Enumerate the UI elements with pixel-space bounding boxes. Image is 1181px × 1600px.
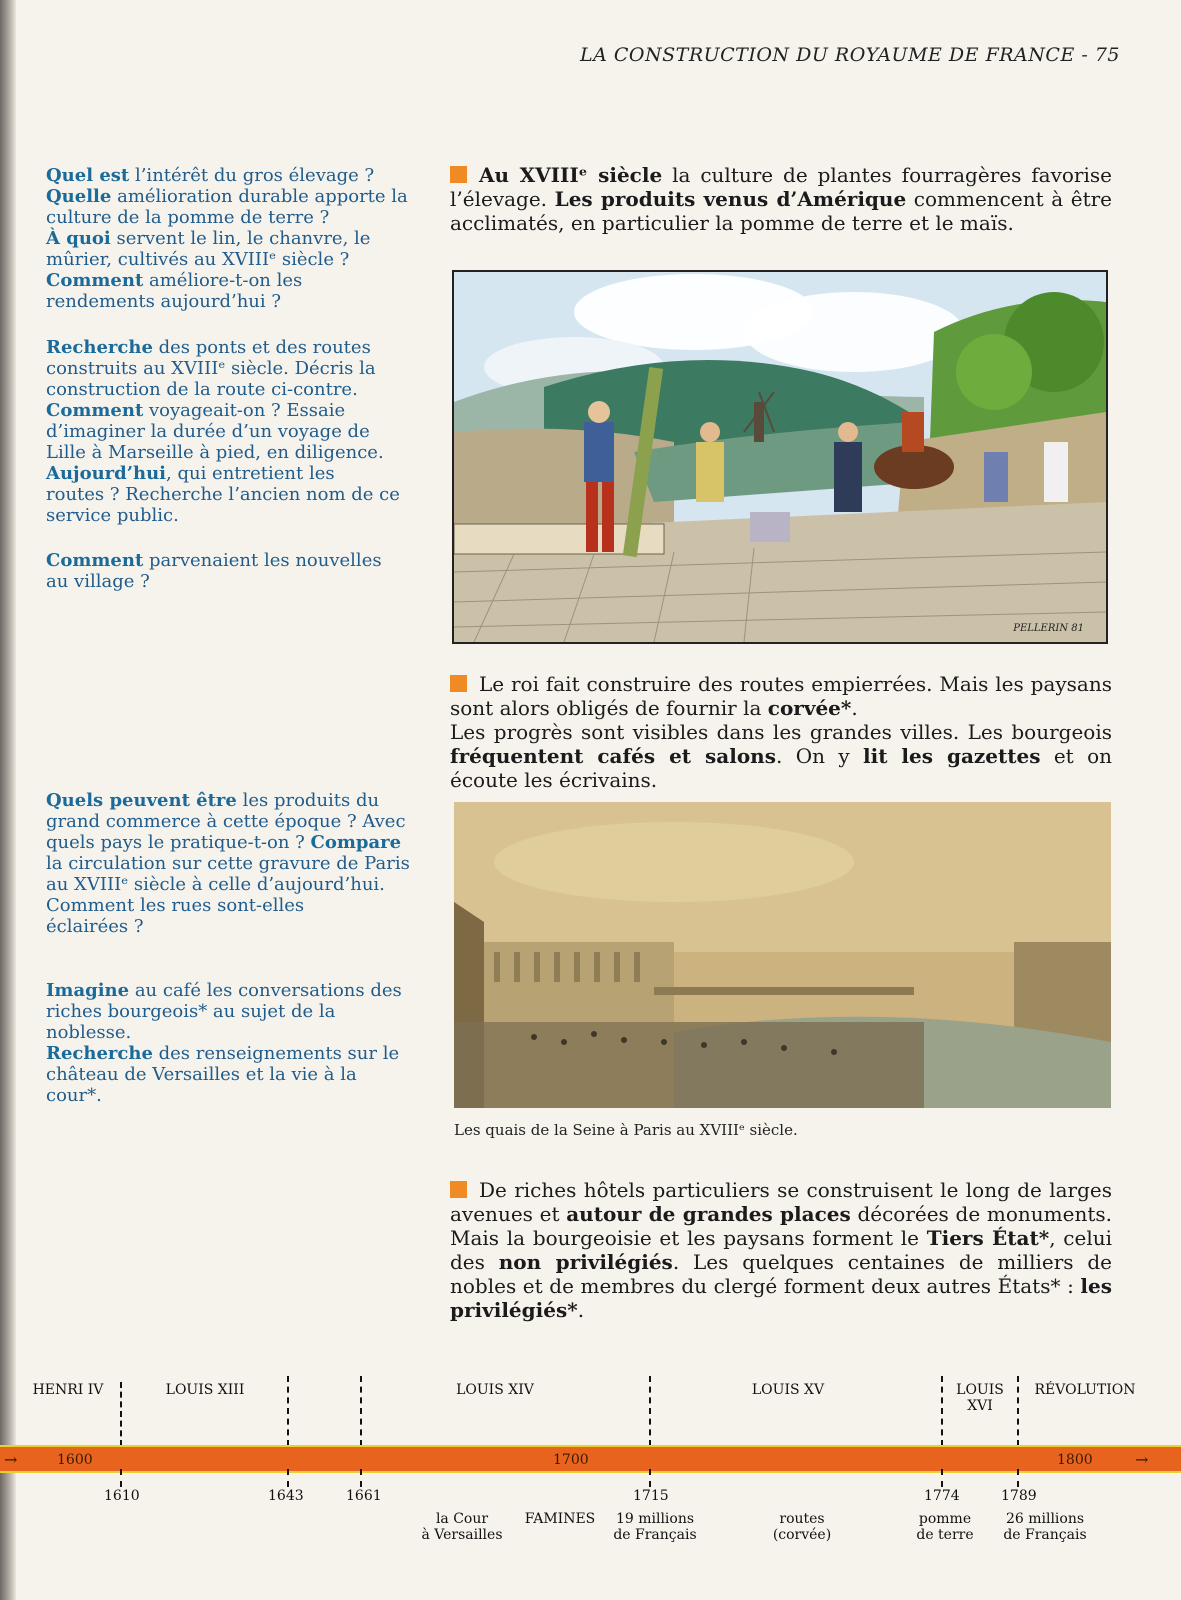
question-line: éclairées ?	[46, 916, 144, 937]
bold-text: lit les gazettes	[863, 744, 1041, 768]
timeline-arrow-right-icon: →	[1135, 1450, 1149, 1469]
bold-text: non privilégiés	[498, 1250, 673, 1274]
question-line: château de Versailles et la vie à la	[46, 1064, 357, 1085]
timeline-divider	[287, 1376, 289, 1446]
page-gutter-shadow	[0, 0, 16, 1600]
history-timeline	[0, 1370, 1181, 1570]
bold-text: Les produits venus d’Amérique	[554, 187, 907, 211]
road-construction-illustration	[452, 270, 1108, 644]
bold-text: Tiers État*	[926, 1226, 1050, 1250]
questions-block-5	[46, 980, 426, 1106]
timeline-reign: LOUIS XIV	[456, 1382, 534, 1398]
timeline-year: 1661	[346, 1488, 382, 1504]
road-construction-drawing	[454, 272, 1106, 642]
painting-caption: Les quais de la Seine à Paris au XVIIIᵉ siècle.	[454, 1121, 798, 1139]
bold-text: Recherche	[46, 337, 153, 358]
question-line: Imagine au café les conversations des	[46, 980, 402, 1001]
question-line: construits au XVIIIᵉ siècle. Décris la	[46, 358, 376, 379]
questions-block-1	[46, 165, 426, 312]
timeline-tick	[287, 1469, 289, 1487]
timeline-reign: HENRI IV	[32, 1382, 104, 1398]
timeline-year: 1610	[104, 1488, 140, 1504]
timeline-divider	[1017, 1376, 1019, 1446]
questions-block-3	[46, 550, 426, 592]
illustration-signature: PELLERIN 81	[1013, 623, 1084, 634]
questions-block-2	[46, 337, 426, 526]
timeline-tick	[1017, 1469, 1019, 1487]
orange-square-bullet-icon	[450, 675, 467, 692]
timeline-century-mark: 1600	[57, 1452, 93, 1468]
question-line: quels pays le pratique-t-on ? Compare	[46, 832, 402, 853]
timeline-tick	[360, 1469, 362, 1487]
bold-text: Recherche	[46, 1043, 153, 1064]
timeline-tick	[649, 1469, 651, 1487]
question-line: culture de la pomme de terre ?	[46, 207, 330, 228]
questions-block-4	[46, 790, 426, 937]
timeline-century-mark: 1700	[553, 1452, 589, 1468]
bold-text: autour de grandes places	[566, 1202, 851, 1226]
question-line: cour*.	[46, 1085, 102, 1106]
timeline-reign: LOUIS XVI	[956, 1382, 1004, 1414]
bold-text: Compare	[310, 832, 402, 853]
timeline-year: 1643	[268, 1488, 304, 1504]
bold-text: fréquentent cafés et salons	[450, 744, 776, 768]
question-line: routes ? Recherche l’ancien nom de ce	[46, 484, 400, 505]
orange-square-bullet-icon	[450, 166, 467, 183]
timeline-arrow-left-icon: →	[4, 1450, 18, 1469]
question-line: Comment les rues sont-elles	[46, 895, 305, 916]
timeline-divider	[941, 1376, 943, 1446]
bold-text: Au XVIIIᵉ siècle	[479, 163, 663, 187]
question-line: construction de la route ci-contre.	[46, 379, 358, 400]
seine-quays-drawing	[454, 802, 1111, 1108]
seine-quays-painting	[454, 802, 1111, 1108]
bold-text: Quel est	[46, 165, 130, 186]
question-line: Aujourd’hui, qui entretient les	[46, 463, 335, 484]
timeline-year: 1774	[924, 1488, 960, 1504]
page-header: LA CONSTRUCTION DU ROYAUME DE FRANCE - 75	[580, 44, 1120, 66]
paragraph-roads-and-cities: Le roi fait construire des routes empierrées. Mais les paysans sont alors obligés de fournir la corvée*. Les progrès sont visibles dans les grandes villes. Les bourgeois fréquentent cafés et salons. On y lit les gazettes et on écoute les écrivains.	[450, 672, 1112, 792]
question-line: Quel est l’intérêt du gros élevage ?	[46, 165, 375, 186]
question-line: Quels peuvent être les produits du	[46, 790, 380, 811]
question-line: rendements aujourd’hui ?	[46, 291, 282, 312]
question-line: Quelle amélioration durable apporte la	[46, 186, 408, 207]
question-line: Lille à Marseille à pied, en diligence.	[46, 442, 384, 463]
bold-text: Comment	[46, 400, 144, 421]
question-line: la circulation sur cette gravure de Paris	[46, 853, 410, 874]
question-line: d’imaginer la durée d’un voyage de	[46, 421, 370, 442]
timeline-year: 1715	[633, 1488, 669, 1504]
bold-text: Comment	[46, 550, 144, 571]
question-line: noblesse.	[46, 1022, 132, 1043]
timeline-century-mark: 1800	[1057, 1452, 1093, 1468]
bold-text: Aujourd’hui	[46, 463, 167, 484]
bold-text: Comment	[46, 270, 144, 291]
question-line: riches bourgeois* au sujet de la	[46, 1001, 336, 1022]
bold-text: les privilégiés*	[450, 1274, 1112, 1322]
bold-text: Imagine	[46, 980, 130, 1001]
timeline-event: FAMINES	[524, 1511, 596, 1527]
question-line: mûrier, cultivés au XVIIIᵉ siècle ?	[46, 249, 350, 270]
timeline-tick	[941, 1469, 943, 1487]
timeline-event: pomme de terre	[916, 1511, 974, 1543]
question-line: grand commerce à cette époque ? Avec	[46, 811, 406, 832]
timeline-reign: LOUIS XV	[751, 1382, 825, 1398]
timeline-bar	[0, 1445, 1181, 1473]
bold-text: À quoi	[46, 228, 111, 249]
bold-text: corvée*	[767, 696, 852, 720]
question-line: Recherche des ponts et des routes	[46, 337, 371, 358]
bold-text: Quels peuvent être	[46, 790, 237, 811]
timeline-event: 19 millions de Français	[613, 1511, 697, 1543]
question-line: Comment voyageait-on ? Essaie	[46, 400, 346, 421]
question-line: au village ?	[46, 571, 150, 592]
question-line: Comment parvenaient les nouvelles	[46, 550, 382, 571]
timeline-year: 1789	[1001, 1488, 1037, 1504]
timeline-reign: LOUIS XIII	[165, 1382, 245, 1398]
question-line: Recherche des renseignements sur le	[46, 1043, 400, 1064]
bold-text: Quelle	[46, 186, 112, 207]
question-line: au XVIIIᵉ siècle à celle d’aujourd’hui.	[46, 874, 385, 895]
timeline-divider	[120, 1382, 122, 1446]
timeline-event: routes (corvée)	[772, 1511, 832, 1543]
timeline-divider	[360, 1376, 362, 1446]
timeline-reign: RÉVOLUTION	[1034, 1382, 1136, 1398]
paragraph-society-orders: De riches hôtels particuliers se construisent le long de larges avenues et autour de grandes places décorées de monuments. Mais la bourgeoisie et les paysans forment le Tiers État*, celui des non privilégiés. Les quelques centaines de milliers de nobles et de membres du clergé forment deux autres États* : les privilégiés*.	[450, 1178, 1112, 1322]
timeline-event: la Cour à Versailles	[421, 1511, 503, 1543]
timeline-divider	[649, 1376, 651, 1446]
orange-square-bullet-icon	[450, 1181, 467, 1198]
timeline-event: 26 millions de Français	[1003, 1511, 1087, 1543]
question-line: À quoi servent le lin, le chanvre, le	[46, 228, 371, 249]
paragraph-18th-century-agriculture: Au XVIIIᵉ siècle la culture de plantes fourragères favorise l’élevage. Les produits venus d’Amérique commencent à être acclimatés, en particulier la pomme de terre et le maïs.	[450, 163, 1112, 235]
question-line: Comment améliore-t-on les	[46, 270, 303, 291]
question-line: service public.	[46, 505, 179, 526]
timeline-tick	[120, 1469, 122, 1487]
